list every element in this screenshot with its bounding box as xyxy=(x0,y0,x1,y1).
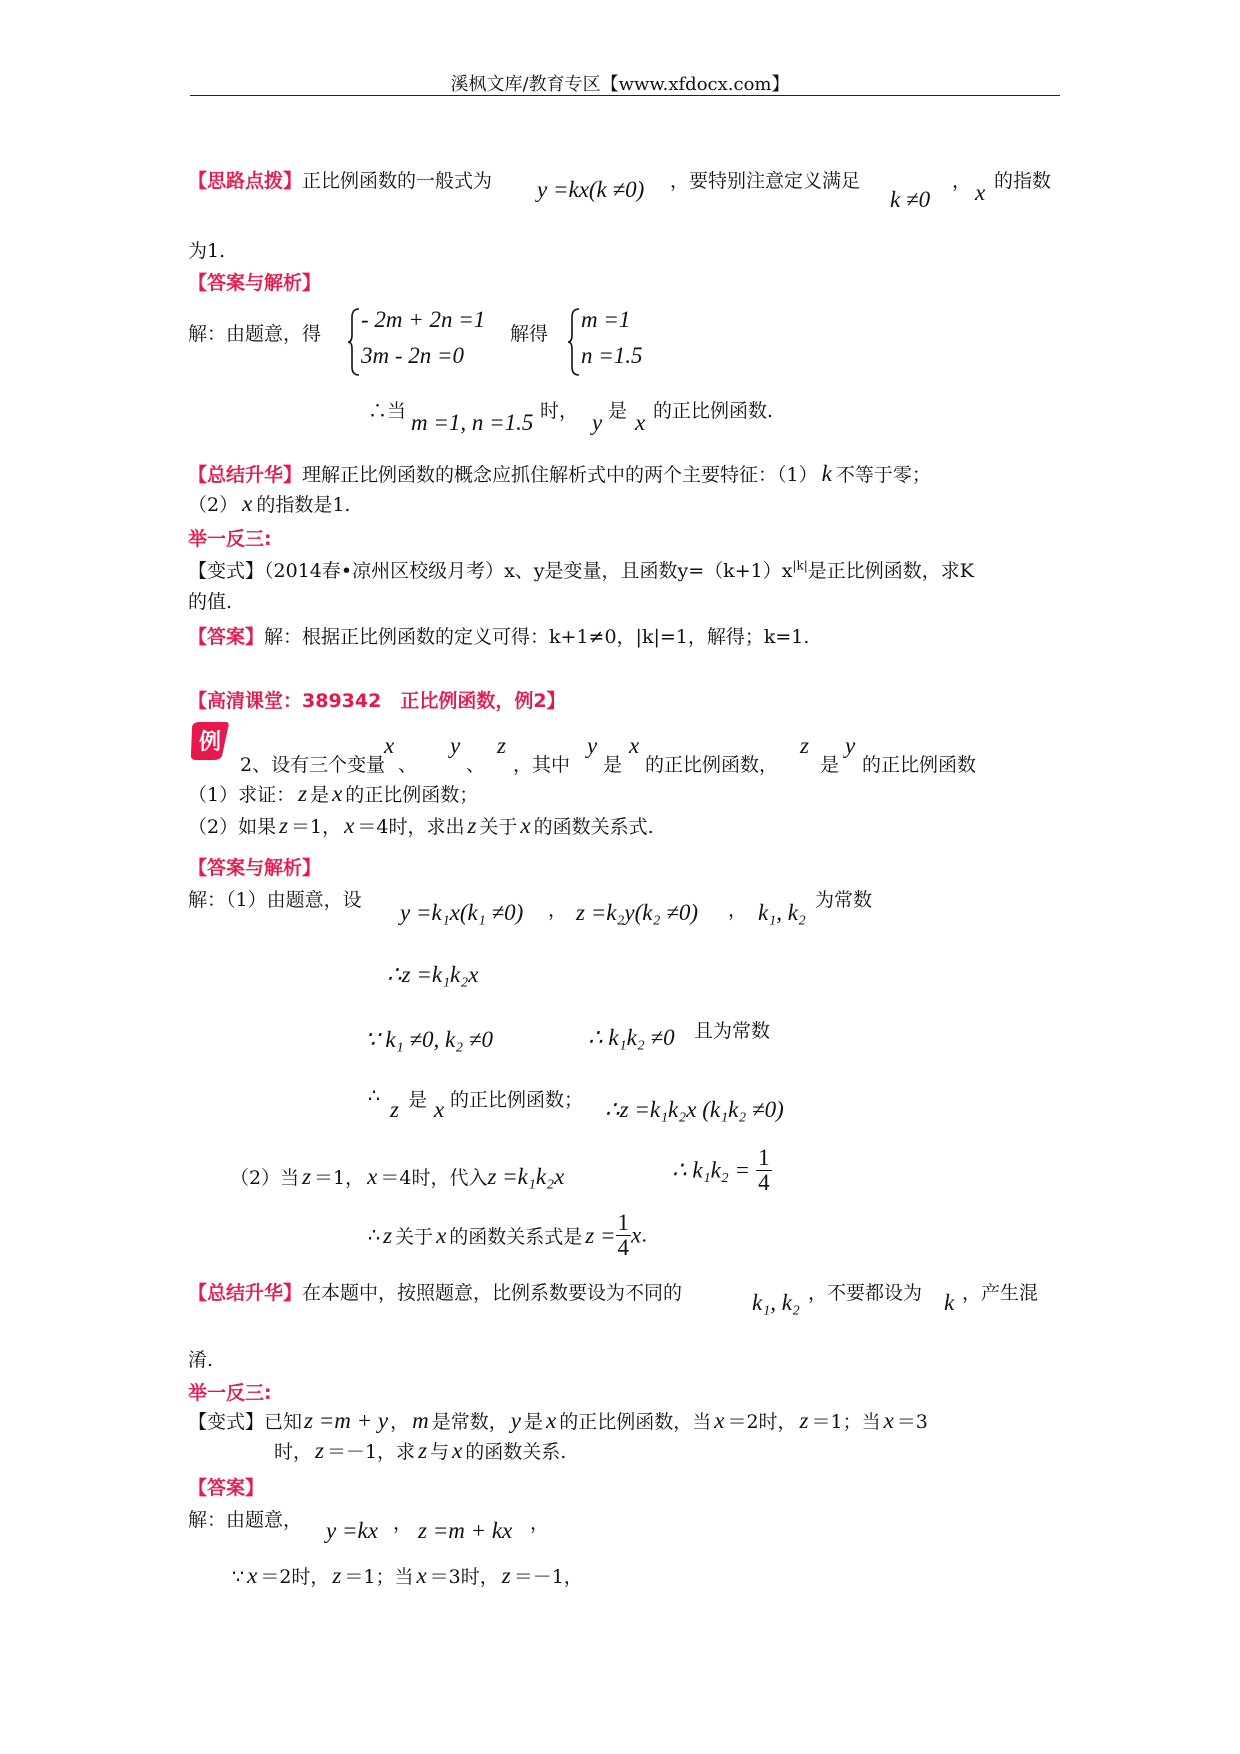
q2z2: z xyxy=(467,813,477,838)
q1a: （1）求证： xyxy=(188,784,296,806)
ex3-a2e: ＝－1， xyxy=(513,1566,583,1588)
ex3-var-tag: 【变式】 xyxy=(188,1411,265,1433)
l6x2: x xyxy=(631,1222,642,1248)
ex1-ans-tag: 【答案】 xyxy=(188,626,265,648)
ex3-f7: x xyxy=(883,1408,894,1433)
hint-formula-1 xyxy=(537,177,644,203)
ans2-l5 xyxy=(230,1163,564,1190)
page-header xyxy=(0,70,1240,96)
ex1-var-tag: 【变式】 xyxy=(188,560,265,582)
sum2-t1: 在本题中，按照题意，比例系数要设为不同的 xyxy=(302,1282,683,1304)
formula-x: x xyxy=(975,180,986,205)
ex3-f1: z =m + y xyxy=(304,1408,389,1433)
ex2-v7: y xyxy=(845,733,856,758)
formula-y-kx: y =kx(k ≠0) xyxy=(537,177,645,202)
sum2-line-2: 淆. xyxy=(188,1349,214,1371)
ex3-l2d: 的函数关系. xyxy=(465,1441,567,1463)
ex3-a2b: ＝2时， xyxy=(260,1566,330,1588)
ans2-l4d: ∴z =k₁k₂x (k₁k₂ ≠0) xyxy=(605,1097,784,1122)
q2e: 的函数关系式. xyxy=(533,816,654,838)
ex3-l2z: z xyxy=(315,1438,324,1463)
hint-text-4 xyxy=(994,166,1051,193)
ans1-f2: y xyxy=(592,410,603,435)
sum1-f1: k xyxy=(821,461,832,486)
l6d: . xyxy=(641,1224,648,1247)
ex1-ans-text: 解：根据正比例函数的定义可得：k+1≠0，|k|=1，解得；k=1. xyxy=(264,626,810,648)
sum2-f1: k₁, k₂ xyxy=(752,1290,800,1315)
hint-text-2-span: ，要特别注意定义满足 xyxy=(670,170,861,192)
ans1-t4: 时， xyxy=(540,400,579,422)
ex3-f5: x xyxy=(714,1408,725,1433)
ans1-t3: ∴当 xyxy=(368,400,407,422)
ex3-t8: ＝3 xyxy=(896,1411,928,1433)
ans1-text-1: 解：由题意，得 xyxy=(188,323,322,345)
ex3-t1: 已知 xyxy=(264,1411,303,1433)
frac-num: 1 xyxy=(758,1145,770,1170)
l6b: 关于 xyxy=(395,1226,434,1249)
sum1-t3: （2） xyxy=(188,494,239,516)
ex3-l2b: ＝－1，求 xyxy=(326,1441,416,1463)
q2d: 关于 xyxy=(479,816,518,838)
ans2-t2: 为常数 xyxy=(815,889,873,911)
ex2-t4: 的正比例函数， xyxy=(645,754,779,776)
hint-tag: 【思路点拨】 xyxy=(188,170,303,192)
ans1-t5: 是 xyxy=(608,400,628,422)
q1c: 的正比例函数； xyxy=(345,784,479,806)
ans1-system-2 xyxy=(567,307,687,377)
brace-left-icon xyxy=(567,307,581,377)
l5x: x xyxy=(367,1164,378,1189)
ex1-answer xyxy=(188,622,809,649)
ans2-t1: 解：（1）由题意，设 xyxy=(188,889,362,911)
ans2-f3: k₁, k₂ xyxy=(758,900,806,925)
ex3-a1d: ， xyxy=(530,1512,550,1534)
l5a: （2）当 xyxy=(230,1167,300,1189)
sys2-eq-a xyxy=(581,307,630,333)
hint-text-4-span: 的指数 xyxy=(994,170,1052,192)
sum1-t4: 的指数是1. xyxy=(256,494,351,516)
ans2-f1: y =k₁x(k₁ ≠0) xyxy=(400,900,524,925)
ex1-sup: |k| xyxy=(792,558,808,573)
sum1-t1: 理解正比例函数的概念应抓住解析式中的两个主要特征：（1） xyxy=(302,464,818,486)
ex3-a1: 解：由题意， xyxy=(188,1509,303,1531)
ex2-t1: 2、设有三个变量 xyxy=(240,754,386,776)
ans2-l4b: 是 xyxy=(408,1089,428,1111)
hint-text-1: 正比例函数的一般式为 xyxy=(302,170,493,192)
ex3-t2: ， xyxy=(390,1411,410,1433)
ex3-l2a: 时， xyxy=(274,1441,313,1463)
hd-title: 【高清课堂：389342 正比例函数，例2】 xyxy=(188,690,566,712)
ex3-line-2 xyxy=(274,1437,566,1464)
ex3-f3: y xyxy=(510,1408,521,1433)
header-site: 溪枫文库/教育专区【www.xfdocx.com】 xyxy=(450,74,790,95)
ex3-f4: x xyxy=(545,1408,557,1433)
hint-formula-2 xyxy=(890,187,930,213)
example-badge-icon xyxy=(188,718,232,762)
hint-line-2 xyxy=(188,236,225,263)
ex3-a2z2: z xyxy=(501,1563,511,1588)
ex3-t3: 是常数， xyxy=(431,1411,508,1433)
ans1-f1: m =1, n =1.5 xyxy=(411,410,534,435)
ex1-t1: （2014春•凉州区校级月考）x、y是变量，且函数y=（k+1）x xyxy=(264,560,793,582)
ans1-conclusion xyxy=(368,396,406,423)
fraction-one-quarter xyxy=(756,1146,772,1195)
ex3-l2c: 与 xyxy=(430,1441,450,1463)
sum2-tag: 【总结升华】 xyxy=(188,1282,303,1304)
ex2-v6: z xyxy=(800,733,809,758)
ans1-tag: 【答案与解析】 xyxy=(188,272,322,294)
sum1-line-2 xyxy=(188,490,350,517)
ex3-a1c: ， xyxy=(393,1512,413,1534)
ans2-l4c: 的正比例函数； xyxy=(450,1089,584,1111)
ex3-a2z: z xyxy=(332,1563,342,1588)
ans2-l4a: ∴ xyxy=(368,1085,381,1107)
q2x: x xyxy=(344,813,355,838)
ex2-v2: y xyxy=(450,733,461,758)
header-rule xyxy=(190,95,1060,96)
ans1-f3: x xyxy=(635,410,646,435)
ans2-c2: ， xyxy=(728,899,748,921)
ex3-l2x: x xyxy=(452,1438,463,1463)
ex3-t7: ＝1；当 xyxy=(811,1411,881,1433)
q1x: x xyxy=(332,781,343,806)
ex2-q2 xyxy=(188,812,654,839)
l6c: 的函数关系式是 xyxy=(449,1226,583,1249)
ex2-v3: z xyxy=(497,733,506,758)
ex3-t4: 是 xyxy=(523,1411,543,1433)
ex3-line-1 xyxy=(188,1407,928,1434)
q2x2: x xyxy=(520,813,531,838)
ex3-t6: ＝2时， xyxy=(727,1411,797,1433)
l5c: ＝4时，代入 xyxy=(380,1167,488,1189)
sys2-eq-a-text: m =1 xyxy=(581,307,631,332)
ex2-v4: y xyxy=(587,733,598,758)
sum2-t3: ，产生混 xyxy=(962,1282,1039,1304)
l6a: ∴ xyxy=(368,1224,381,1247)
ex3-a2 xyxy=(232,1562,583,1589)
ex3-l2z2: z xyxy=(418,1438,428,1463)
ans2-l4z: z xyxy=(390,1097,399,1122)
ex2-v5: x xyxy=(629,733,640,758)
frac-den: 4 xyxy=(758,1170,770,1196)
sys1-eq-b-text: 3m - 2n =0 xyxy=(361,343,465,368)
ex3-f2: m xyxy=(412,1408,429,1433)
ex2-t3: 是 xyxy=(603,754,623,776)
ex2-v1: x xyxy=(384,733,395,758)
q1z: z xyxy=(298,781,308,806)
ex3-a1f2: z =m + kx xyxy=(418,1518,513,1543)
ex3-a2d: ＝3时， xyxy=(429,1566,499,1588)
sum1-tag: 【总结升华】 xyxy=(188,464,303,486)
sys1-eq-a xyxy=(361,307,485,333)
l6x: x xyxy=(436,1222,447,1248)
q2z: z xyxy=(279,813,289,838)
hint-comma xyxy=(952,166,971,193)
brace-left-icon xyxy=(347,307,361,377)
ans2-l6 xyxy=(368,1211,647,1260)
q2c: ＝4时，求出 xyxy=(357,816,465,838)
ex3-a2a: ∵ xyxy=(232,1566,245,1588)
l6z: z xyxy=(383,1222,393,1248)
ex3-f6: z xyxy=(799,1408,809,1433)
sum2-t2: ，不要都设为 xyxy=(808,1282,923,1304)
sum2-line-1 xyxy=(188,1278,682,1305)
ex3-a2x2: x xyxy=(416,1563,427,1588)
sum2-f2: k xyxy=(944,1290,955,1315)
ex3-a2x: x xyxy=(247,1563,258,1588)
q1b: 是 xyxy=(310,784,330,806)
ex3-a1f1: y =kx xyxy=(326,1518,378,1543)
ex1-line-1 xyxy=(188,556,974,583)
sum1-f2: x xyxy=(242,491,253,516)
hint-comma-span: ， xyxy=(952,170,972,192)
ans2-l3c: 且为常数 xyxy=(694,1020,771,1042)
l5f: z =k₁k₂x xyxy=(487,1164,565,1189)
ex2-t5: 是 xyxy=(820,754,840,776)
ex3-t5: 的正比例函数，当 xyxy=(559,1411,712,1433)
ex3-a2c: ＝1；当 xyxy=(344,1566,414,1588)
formula-k-ne-0: k ≠0 xyxy=(890,187,931,212)
q2b: ＝1， xyxy=(291,816,342,838)
ex1-line-2: 的值. xyxy=(188,591,233,613)
ex2-t2: ，其中 xyxy=(513,754,571,776)
sum1-line-1 xyxy=(188,460,931,487)
ans2-l4x: x xyxy=(434,1097,445,1122)
sys2-eq-b-text: n =1.5 xyxy=(581,343,643,368)
sys1-eq-b xyxy=(361,343,464,369)
sys1-eq-a-text: - 2m + 2n =1 xyxy=(361,307,486,332)
ans2-tag: 【答案与解析】 xyxy=(188,857,322,879)
ans1-system-1 xyxy=(347,307,497,377)
ex3-tag: 举一反三: xyxy=(188,1382,272,1404)
ans1-t6: 的正比例函数. xyxy=(653,400,774,422)
l5z: z xyxy=(302,1164,312,1189)
ans2-l3b: ∴ k₁k₂ ≠0 xyxy=(588,1025,675,1050)
ex2-s2: 、 xyxy=(466,754,486,776)
l6f: z = xyxy=(585,1222,616,1248)
fraction-one-quarter-2 xyxy=(616,1211,632,1260)
hint-formula-3 xyxy=(975,180,985,206)
ans2-f2: z =k₂y(k₂ ≠0) xyxy=(576,900,699,925)
ex2-q1 xyxy=(188,780,478,807)
l5g: ∴ k₁k₂ = xyxy=(672,1157,751,1183)
ans1-text-2: 解得 xyxy=(510,323,549,345)
ex2-s1: 、 xyxy=(398,754,418,776)
sys2-eq-b xyxy=(581,343,643,369)
ex3-ans-tag: 【答案】 xyxy=(188,1477,265,1499)
badge-label: 例 xyxy=(198,730,222,755)
hint-line-1 xyxy=(188,166,492,193)
hint-text-2 xyxy=(670,166,860,193)
ex1-t2: 是正比例函数，求K xyxy=(807,560,974,582)
frac2-den: 4 xyxy=(617,1235,630,1261)
frac2-num: 1 xyxy=(617,1210,630,1235)
l5b: ＝1， xyxy=(314,1167,365,1189)
hint-line-2-span: 为1. xyxy=(188,240,226,262)
q2a: （2）如果 xyxy=(188,816,277,838)
sum1-t2: 不等于零； xyxy=(835,464,931,486)
ans2-l5-result xyxy=(672,1146,772,1195)
ans2-c1: ， xyxy=(548,899,568,921)
ans2-l2: ∴z =k₁k₂x xyxy=(387,962,479,987)
ans2-l3a: ∵ k₁ ≠0, k₂ ≠0 xyxy=(365,1027,494,1052)
ex2-t6: 的正比例函数 xyxy=(862,754,977,776)
ex1-tag: 举一反三: xyxy=(188,528,272,550)
